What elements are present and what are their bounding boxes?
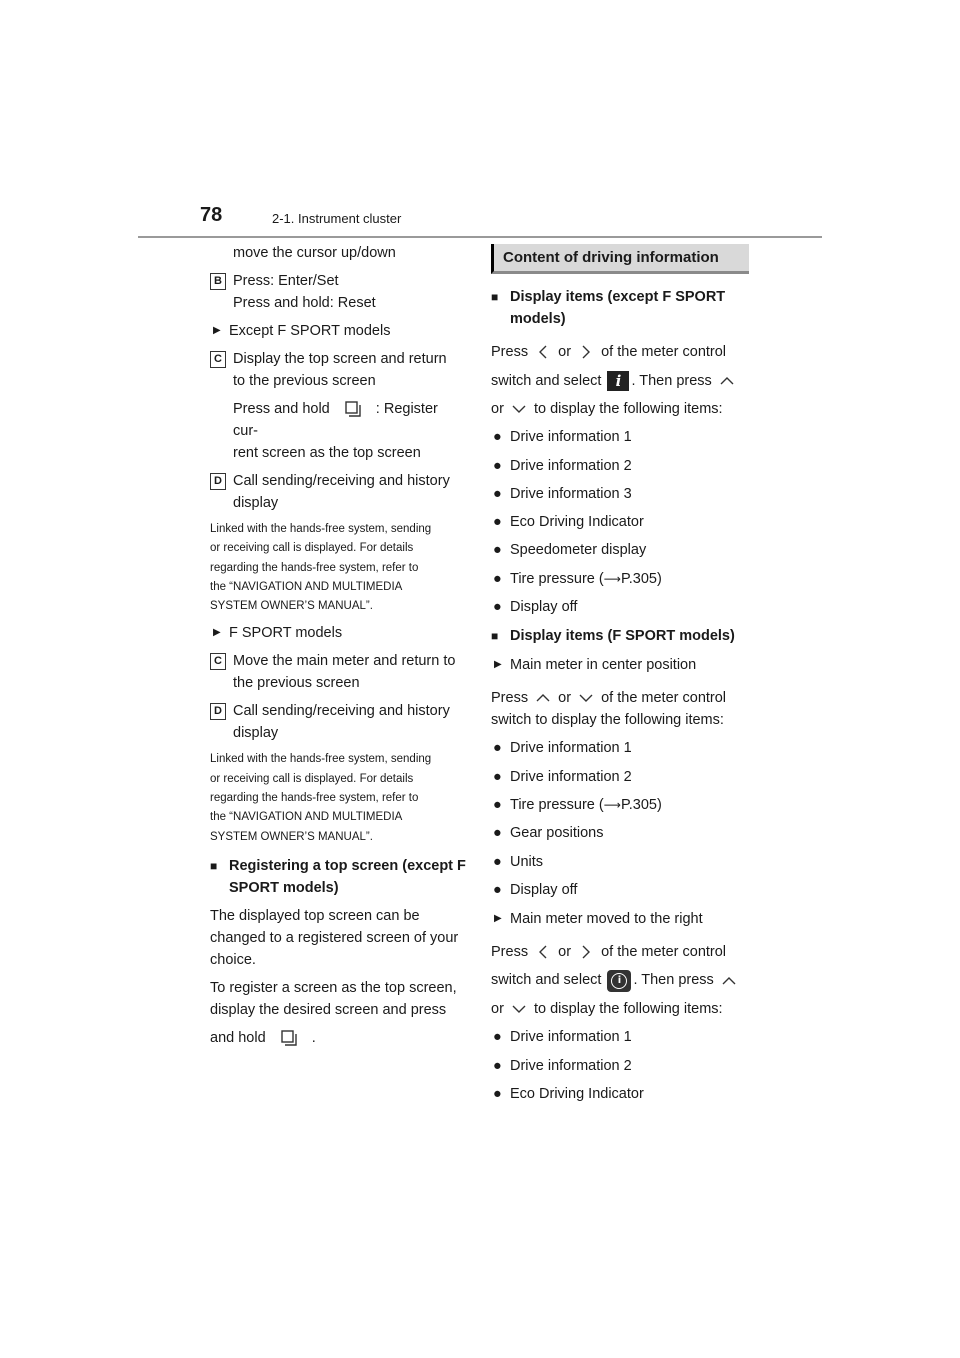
triangle-arrow-icon: ▶ (213, 627, 221, 639)
section-title: 2-1. Instrument cluster (272, 211, 402, 226)
page-header (138, 200, 822, 238)
square-bullet-icon: ■ (491, 629, 499, 644)
callout-badge-b: B (210, 273, 226, 290)
bullet-icon: ● (493, 740, 502, 757)
list-right-items (491, 1026, 753, 1105)
chevron-up-icon (716, 373, 738, 389)
callout-badge-d: D (210, 703, 226, 720)
chevron-up-icon (532, 690, 554, 706)
list-item: ● Tire pressure (⟶P.305) (491, 568, 753, 590)
item-b: B Press: Enter/Set Press and hold: Reset (210, 270, 466, 314)
instructions-center: Press or of the meter control switch to display the following items: (491, 690, 727, 729)
list-item: ● Speedometer display (491, 539, 753, 561)
bullet-icon: ● (493, 570, 502, 587)
triangle-arrow-icon: ▶ (213, 325, 221, 336)
list-item: ● Gear positions (491, 822, 753, 844)
paragraph-registered-screen: The displayed top screen can be changed to a registered screen of your choice. (210, 907, 459, 968)
chevron-up-icon (718, 973, 740, 989)
info-i-icon: i (607, 371, 629, 391)
triangle-arrow-icon: ▶ (494, 659, 502, 671)
bullet-icon: ● (493, 514, 502, 531)
instructions-right: Press or of the meter control switch and select i . Then press or to display the following items: (491, 941, 753, 1020)
list-item: ● Eco Driving Indicator (491, 1083, 753, 1105)
callout-badge-c: C (210, 653, 226, 670)
list-item: ● Drive information 1 (491, 1026, 753, 1048)
list-center-items (491, 737, 753, 900)
item-c-fsport: C Move the main meter and return to the previous screen (210, 650, 466, 694)
page-reference-link[interactable]: P.305) (620, 796, 662, 813)
subheading-main-center: ▶ Main meter in center position (491, 654, 753, 676)
chevron-left-icon (532, 944, 554, 960)
list-item: ● Units (491, 851, 753, 873)
callout-badge-d: D (210, 473, 226, 490)
bullet-icon: ● (493, 429, 502, 446)
bullet-icon: ● (493, 1057, 502, 1074)
chevron-down-icon (508, 1001, 530, 1017)
list-item: ● Tire pressure (⟶P.305) (491, 794, 753, 816)
callout-badge-c: C (210, 351, 226, 368)
list-item: ● Drive information 2 (491, 1055, 753, 1077)
item-d-fsport: D Call sending/receiving and history display (210, 700, 466, 744)
square-bullet-icon: ■ (491, 290, 499, 304)
list-item: ● Drive information 2 (491, 455, 753, 477)
bullet-icon: ● (493, 1029, 502, 1046)
list-except-items (491, 426, 753, 618)
bullet-icon: ● (493, 457, 502, 474)
bullet-icon: ● (493, 881, 502, 898)
list-item: ● Drive information 2 (491, 766, 753, 788)
heading-display-items-except: ■ Display items (except F SPORT models) (491, 286, 753, 330)
reference-arrow-icon: ⟶ (603, 571, 621, 586)
list-item: ● Display off (491, 879, 753, 901)
chevron-down-icon (508, 401, 530, 417)
bullet-icon: ● (493, 1085, 502, 1102)
item-c-except: C Display the top screen and return to the previous screen Press and hold : Register cur- rent screen as the top screen (210, 348, 466, 464)
list-item: ● Drive information 1 (491, 737, 753, 759)
screens-stack-icon (334, 399, 372, 419)
instructions-except: Press or of the meter control switch and select i . Then press or to display the following items: (491, 341, 753, 420)
subheading-main-right: ▶ Main meter moved to the right (491, 908, 753, 930)
info-circle-icon: i (607, 970, 631, 992)
list-item: ● Drive information 1 (491, 426, 753, 448)
bullet-icon: ● (493, 796, 502, 813)
triangle-arrow-icon: ▶ (494, 912, 502, 924)
heading-display-items-fsport: ■ Display items (F SPORT models) (491, 625, 753, 647)
page-reference-link[interactable]: P.305) (620, 570, 662, 587)
list-item: ● Eco Driving Indicator (491, 511, 753, 533)
bullet-icon: ● (493, 485, 502, 502)
list-item: ● Drive information 3 (491, 483, 753, 505)
left-column (210, 242, 466, 1049)
list-item: ● Display off (491, 596, 753, 618)
page-number: 78 (200, 204, 223, 226)
item-a-continuation: move the cursor up/down (233, 245, 396, 261)
reference-arrow-icon: ⟶ (603, 797, 621, 812)
paragraph-how-to-register: To register a screen as the top screen, display the desired screen and press and hold . (210, 977, 466, 1049)
heading-content-driving-info: Content of driving information (491, 244, 749, 274)
note-hands-free-2: Linked with the hands-free system, sending or receiving call is displayed. For details regarding the hands-free system, refer to the “NAVIGATION AND MULTIMEDIA SYSTEM OWNER’S MANUAL”. (210, 753, 432, 843)
heading-registering-top-screen: ■ Registering a top screen (except F SPORT models) (210, 855, 466, 899)
subheading-except-f-sport: ▶ Except F SPORT models (210, 320, 466, 342)
subheading-f-sport: ▶ F SPORT models (210, 622, 466, 644)
note-hands-free-1: Linked with the hands-free system, sending or receiving call is displayed. For details regarding the hands-free system, refer to the “NAVIGATION AND MULTIMEDIA SYSTEM OWNER’S MANUAL”. (210, 523, 432, 613)
square-bullet-icon: ■ (210, 858, 218, 873)
chevron-right-icon (575, 344, 597, 360)
chevron-right-icon (575, 944, 597, 960)
chevron-left-icon (532, 344, 554, 360)
bullet-icon: ● (493, 768, 502, 785)
bullet-icon: ● (493, 599, 502, 616)
bullet-icon: ● (493, 542, 502, 559)
screens-stack-icon (270, 1028, 308, 1048)
right-column (491, 244, 753, 1105)
chevron-down-icon (575, 690, 597, 706)
item-d-except: D Call sending/receiving and history display (210, 470, 466, 514)
bullet-icon: ● (493, 825, 502, 842)
bullet-icon: ● (493, 853, 502, 870)
